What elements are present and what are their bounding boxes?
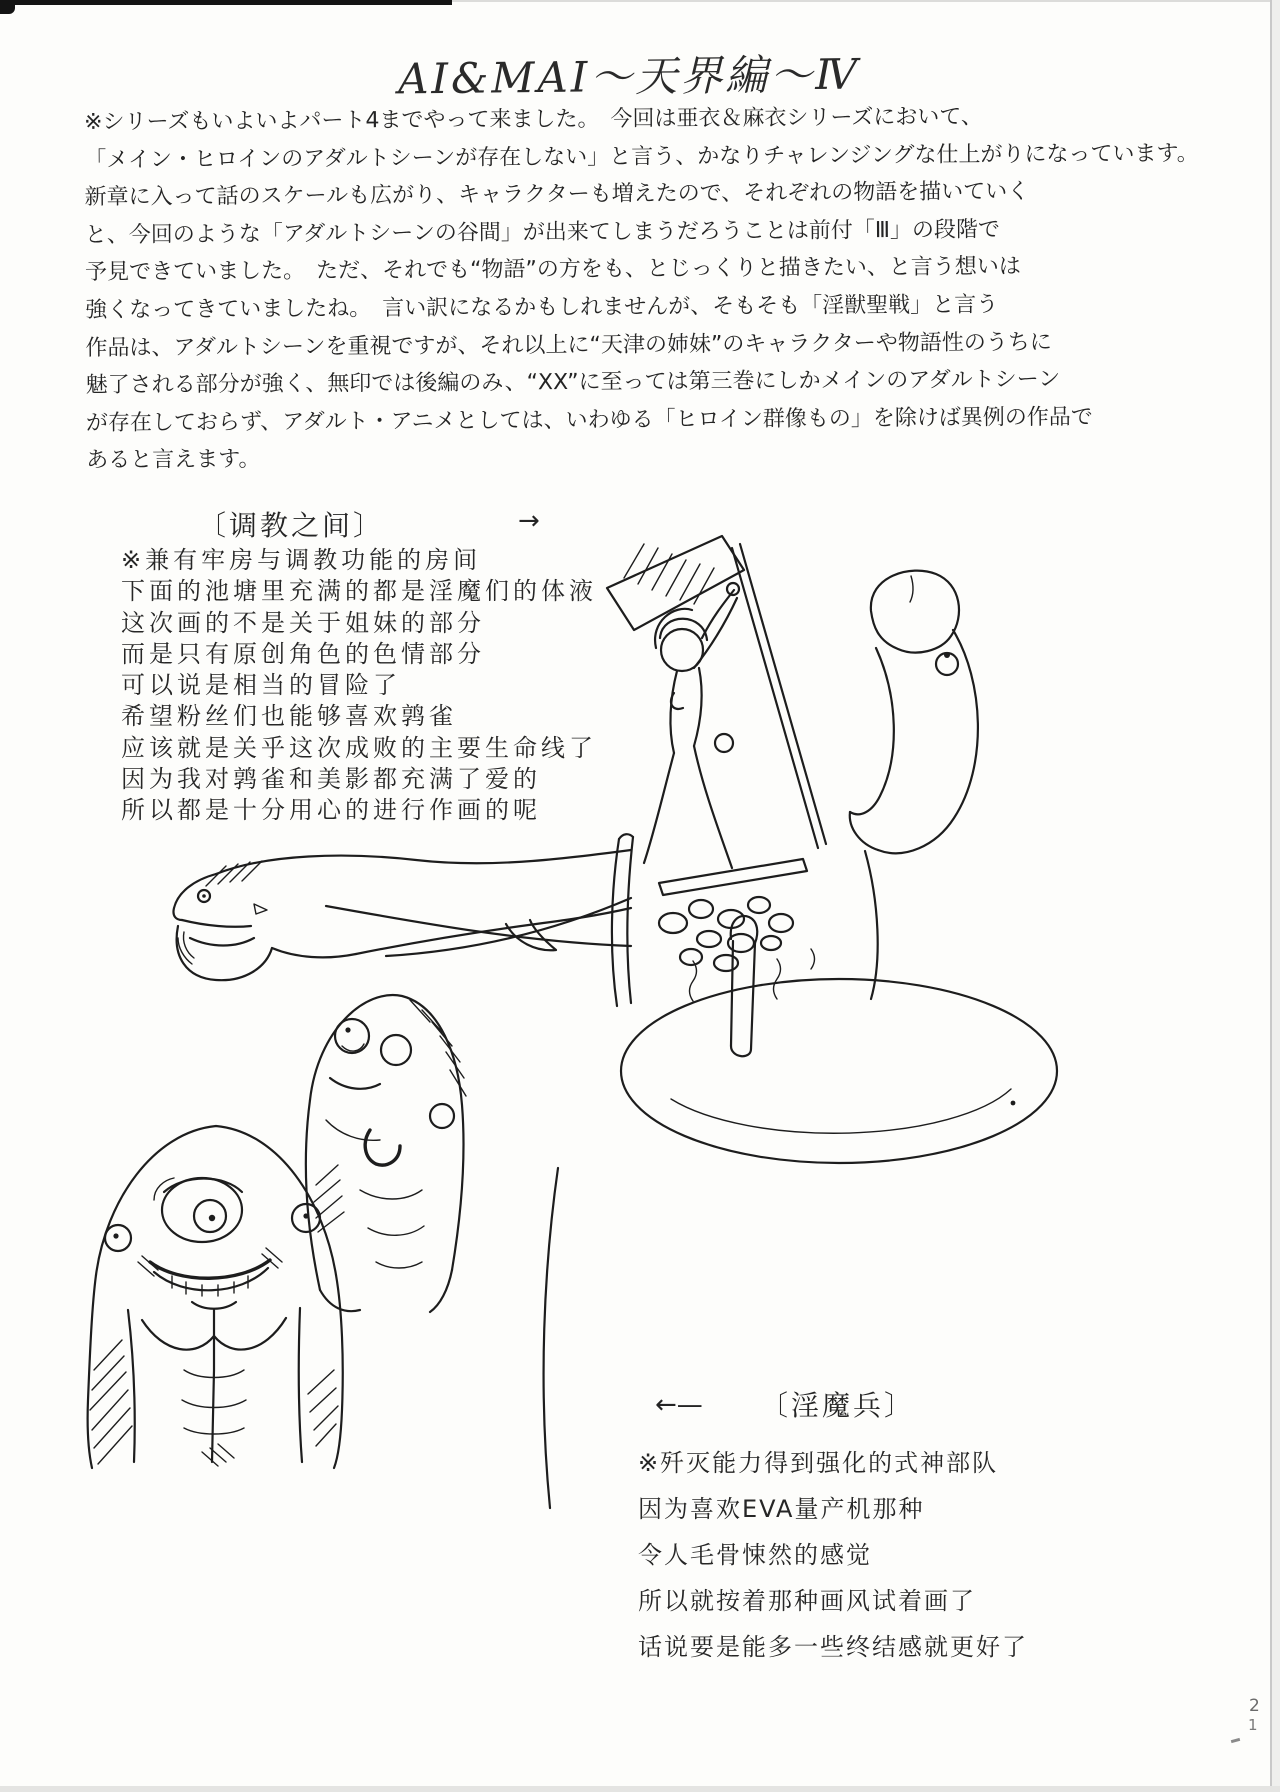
jp-afterword-line: と、今回のような「アダルトシーンの谷間」が出来てしまうだろうことは前付「Ⅲ」の段階で [84,217,1001,248]
training-room-line: 下面的池塘里充满的都是淫魔们的体液 [121,577,597,606]
training-room-line: 希望粉丝们也能够喜欢鹑雀 [121,702,457,731]
incubus-soldier-line: 话说要是能多一些终结感就更好了 [638,1633,1028,1661]
page-title: AI&MAI～天界編～Ⅳ [397,49,861,104]
scan-edge-top-blob [0,0,15,14]
training-room-line: 可以说是相当的冒险了 [121,671,401,700]
training-room-line: 所以都是十分用心的进行作画的呢 [121,796,541,825]
monster-side-sketch [290,970,478,1318]
incubus-soldier-heading: 〔淫魔兵〕 [760,1389,916,1422]
jp-afterword-line: 新章に入って話のスケールも広がり、キャラクターも増えたので、それぞれの物語を描いていく [84,179,1030,211]
training-room-line: 因为我对鹑雀和美影都充满了爱的 [121,765,541,794]
jp-afterword-line: ※シリーズもいよいよパート4までやって来ました。 今回は亜衣＆麻衣シリーズにおいて、 [84,104,983,135]
jp-afterword-line: 強くなってきていましたね。 言い訳になるかもしれませんが、そもそも「淫獣聖戦」と言う [85,292,999,323]
jp-afterword-line: 「メイン・ヒロインのアダルトシーンが存在しない」と言う、かなりチャレンジングな仕上がりになっています。 [84,140,1199,173]
left-arrow-icon: ←— [655,1390,703,1420]
scan-edge-bottom [0,1786,1280,1792]
jp-afterword-line: が存在しておらず、アダルト・アニメとしては、いわゆる「ヒロイン群像もの」を除けば異例の作品で [85,404,1093,436]
incubus-soldier-line: 所以就按着那种画风试着画了 [638,1587,976,1615]
jp-afterword-line: 魅了される部分が強く、無印では後編のみ、“XX”に至っては第三巻にしかメインのアダルトシーン [85,367,1061,399]
jp-afterword-line: 作品は、アダルトシーンを重視ですが、それ以上に“天津の姉妹”のキャラクターや物語性のうちに [85,329,1052,361]
stick-line-sketch [530,1166,578,1514]
training-room-heading: 〔调教之间〕 [198,509,385,542]
training-room-line: 应该就是关乎这次成败的主要生命线了 [121,733,597,762]
training-room-block [121,545,597,827]
jp-afterword-line: あると言えます。 [86,447,261,474]
phallic-object-sketch [816,556,994,878]
page-number-top: 2 [1249,1696,1260,1716]
page-number-bottom: 1 [1248,1716,1258,1734]
incubus-soldier-block [638,1440,1028,1670]
incubus-soldier-line: ※歼灭能力得到强化的式神部队 [638,1449,999,1477]
bathing-pool-sketch [581,831,1078,1179]
jp-afterword-line: 予見できていました。 ただ、それでも“物語”の方をも、とじっくりと描きたい、と言う想いは [84,254,1021,286]
incubus-soldier-line: 令人毛骨悚然的感觉 [638,1541,872,1569]
right-arrow-icon: → [518,506,540,536]
training-room-line: ※兼有牢房与调教功能的房间 [121,546,482,574]
page-corner-dash [1231,1738,1240,1743]
suspended-figure-sketch [582,518,838,880]
scan-edge-top-strip [0,0,452,5]
scan-edge-right-band [1272,0,1280,1792]
training-room-line: 而是只有原创角色的色情部分 [121,639,485,668]
cyclops-monster-front-sketch [84,1070,352,1474]
scan-edge-top-faint [452,0,1280,2]
eel-creature-sketch [86,846,634,1024]
jp-afterword-block [84,97,1201,480]
incubus-soldier-line: 因为喜欢EVA量产机那种 [638,1495,925,1523]
training-room-line: 这次画的不是关于姐妹的部分 [121,608,485,637]
